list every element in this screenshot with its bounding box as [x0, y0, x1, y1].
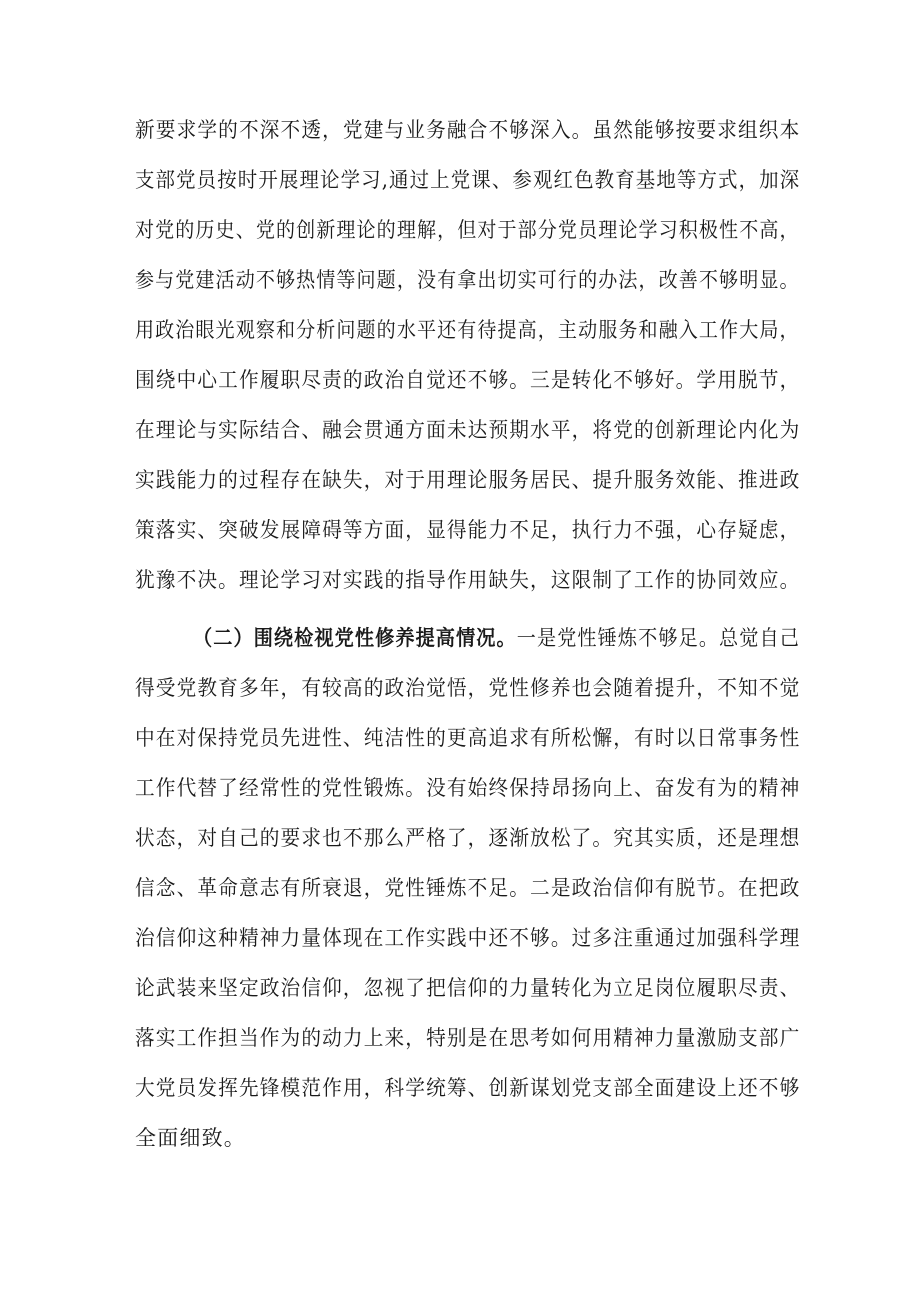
- paragraph-2-line: 信念、革命意志有所衰退，党性锤炼不足。二是政治信仰有脱节。在把政: [135, 876, 801, 900]
- paragraph-1-line: 在理论与实际结合、融会贯通方面未达预期水平，将党的创新理论内化为: [135, 418, 801, 442]
- paragraph-2-line: 大党员发挥先锋模范作用，科学统筹、创新谋划党支部全面建设上还不够: [135, 1076, 801, 1100]
- paragraph-2-line: 治信仰这种精神力量体现在工作实践中还不够。过多注重通过加强科学理: [135, 926, 801, 950]
- paragraph-2-line: 得受党教育多年，有较高的政治觉悟，党性修养也会随着提升，不知不觉: [135, 676, 801, 700]
- paragraph-1-line: 用政治眼光观察和分析问题的水平还有待提高，主动服务和融入工作大局，: [135, 318, 800, 342]
- paragraph-2-line: 落实工作担当作为的动力上来，特别是在思考如何用精神力量激励支部广: [135, 1026, 801, 1050]
- paragraph-2-line: 论武装来坚定政治信仰，忽视了把信仰的力量转化为立足岗位履职尽责、: [135, 976, 801, 1000]
- paragraph-2-first-line-text: 一是党性锤炼不够足。总觉自己: [516, 626, 801, 650]
- paragraph-2-first-line: [193, 624, 800, 652]
- paragraph-1-line: 策落实、突破发展障碍等方面，显得能力不足，执行力不强，心存疑虑，: [135, 518, 801, 542]
- paragraph-2-line: 全面细致。: [135, 1126, 246, 1150]
- paragraph-1-line: 对党的历史、党的创新理论的理解，但对于部分党员理论学习积极性不高，: [135, 218, 800, 242]
- paragraph-1-line: 犹豫不决。理论学习对实践的指导作用缺失，这限制了工作的协同效应。: [135, 568, 801, 592]
- section-heading: （二）围绕检视党性修养提高情况。: [193, 625, 517, 650]
- paragraph-1-line: 参与党建活动不够热情等问题，没有拿出切实可行的办法，改善不够明显。: [135, 268, 800, 292]
- paragraph-1-line: 围绕中心工作履职尽责的政治自觉还不够。三是转化不够好。学用脱节，: [135, 368, 801, 392]
- paragraph-2-line: 状态，对自己的要求也不那么严格了，逐渐放松了。究其实质，还是理想: [135, 826, 801, 850]
- paragraph-2-line: 中在对保持党员先进性、纯洁性的更高追求有所松懈，有时以日常事务性: [135, 726, 801, 750]
- paragraph-2-line: 工作代替了经常性的党性锻炼。没有始终保持昂扬向上、奋发有为的精神: [135, 776, 801, 800]
- paragraph-1-line: 新要求学的不深不透，党建与业务融合不够深入。虽然能够按要求组织本: [135, 118, 801, 142]
- paragraph-1-line: 支部党员按时开展理论学习,通过上党课、参观红色教育基地等方式，加深: [135, 168, 801, 192]
- paragraph-1-line: 实践能力的过程存在缺失，对于用理论服务居民、提升服务效能、推进政: [135, 468, 801, 492]
